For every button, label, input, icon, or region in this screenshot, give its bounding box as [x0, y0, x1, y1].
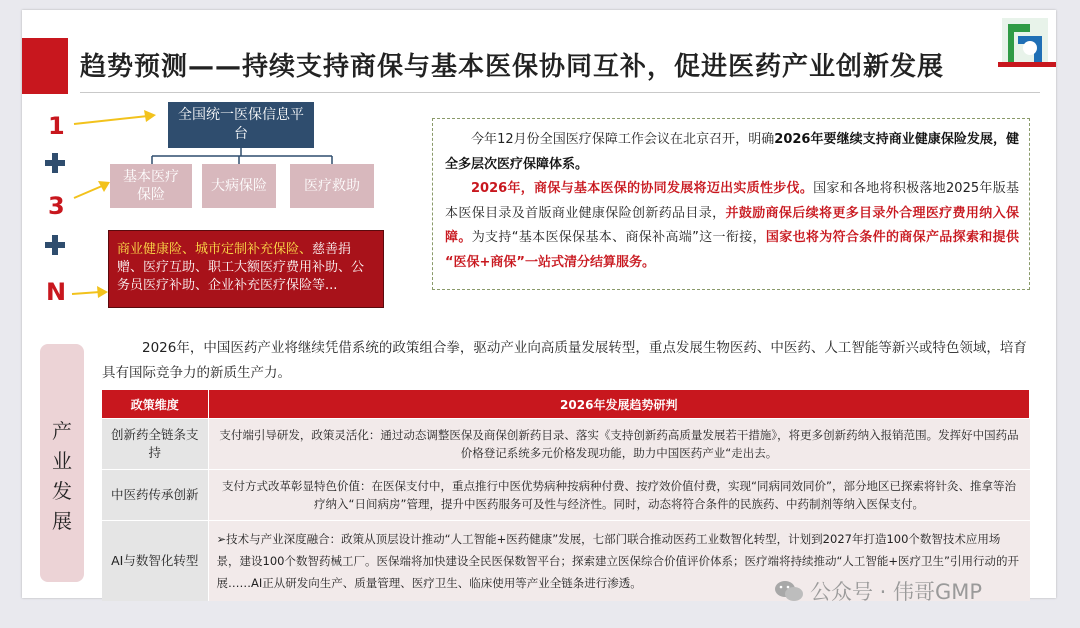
- number-3-label: 3: [48, 192, 65, 220]
- policy-dimension-cell: 创新药全链条支持: [102, 419, 208, 470]
- supplementary-highlight: 商业健康险、城市定制补充保险、: [117, 242, 313, 257]
- conference-callout: [432, 118, 1030, 290]
- critical-illness-label: 大病保险: [211, 178, 267, 194]
- trend-cell: 支付方式改革彰显特色价值：在医保支付中，重点推行中医优势病种按病种付费、按疗效价值付费，实现“同病同效同价”，部分地区已探索将针灸、推拿等治疗纳入“日间病房”管理，提升中医药服务可及性与经济性。同时，动态将符合条件的民族药、中药制剂等纳入医保支付。: [208, 470, 1030, 521]
- title-accent-bar: [22, 38, 68, 94]
- arrow-right-icon: [70, 282, 110, 302]
- national-platform-box: [168, 102, 314, 148]
- trend-cell: ➢技术与产业深度融合：政策从顶层设计推动“人工智能+医药健康”发展，七部门联合推动医药工业数智化转型，计划到2027年打造100个数智技术应用场景，建设100个数智药械工厂。医保端将加快建设全民医保数智平台；探索建立医保综合价值评价体系；医疗端将持续推动“人工智能+医疗卫生”引用行动的开展……AI正从研发向生产、质量管理、医疗卫生、临床使用等产业全链条进行渗透。: [208, 521, 1030, 602]
- basic-insurance-box: [110, 164, 192, 208]
- title-divider: [80, 92, 1040, 93]
- callout-paragraph-2: 2026年，商保与基本医保的协同发展将迈出实质性步伐。国家和各地将积极落地2025年版基本医保目录及首版商业健康保险创新药品目录，并鼓励商保后续将更多目录外合理医疗费用纳入保障。为支持“基本医保保基本、商保补高端”这一衔接，国家也将为符合条件的商保产品探索和提供 “医保+商保”一站式清分结算服务。: [445, 181, 1019, 270]
- slide: [22, 10, 1056, 604]
- logo-underline: [998, 62, 1056, 67]
- industry-development-side-label: 产 业 发 展: [40, 344, 84, 582]
- arrow-right-icon: [72, 106, 158, 130]
- table-row: [102, 470, 1030, 521]
- number-n-label: N: [46, 278, 67, 306]
- watermark-text: 公众号 · 伟哥GMP: [810, 580, 983, 604]
- basic-insurance-label: 基本医疗保险: [123, 169, 179, 203]
- supplementary-rest: 慈善捐赠、医疗互助、职工大额医疗费用补助、公务员医疗补助、企业补充医疗保险等...: [117, 242, 365, 293]
- slide-title: 趋势预测——持续支持商保与基本医保协同互补，促进医药产业创新发展: [80, 52, 945, 82]
- policy-table: [102, 390, 1030, 601]
- table-header-row: [102, 390, 1030, 419]
- critical-illness-box: [202, 164, 276, 208]
- policy-dimension-cell: 中医药传承创新: [102, 470, 208, 521]
- medical-aid-label: 医疗救助: [304, 178, 360, 194]
- column-header: 政策维度: [102, 390, 208, 419]
- column-header: 2026年发展趋势研判: [208, 390, 1030, 419]
- industry-intro: 2026年，中国医药产业将继续凭借系统的政策组合拳，驱动产业向高质量发展转型，重点发展生物医药、中医药、人工智能等新兴或特色领域，培育具有国际竞争力的新质生产力。: [102, 340, 1027, 381]
- supplementary-insurance-box: [108, 230, 384, 308]
- plus-icon: [44, 234, 66, 256]
- wechat-icon: [774, 579, 804, 603]
- national-platform-label: 全国统一医保信息平台: [178, 107, 304, 142]
- medical-aid-box: [290, 164, 374, 208]
- plus-icon: [44, 152, 66, 174]
- number-1-label: 1: [48, 112, 65, 140]
- trend-cell: 支付端引导研发，政策灵活化：通过动态调整医保及商保创新药目录、落实《支持创新药高质量发展若干措施》，将更多创新药纳入报销范围。发挥好中国药品价格登记系统多元价格发现功能，助力中国医药产业“走出去。: [208, 419, 1030, 470]
- table-row: [102, 419, 1030, 470]
- wechat-watermark: [774, 576, 982, 606]
- arrow-right-icon: [72, 176, 112, 202]
- callout-paragraph-1: 今年12月份全国医疗保障工作会议在北京召开，明确2026年要继续支持商业健康保险发展，健全多层次医疗保障体系。: [445, 132, 1019, 172]
- policy-dimension-cell: AI与数智化转型: [102, 521, 208, 602]
